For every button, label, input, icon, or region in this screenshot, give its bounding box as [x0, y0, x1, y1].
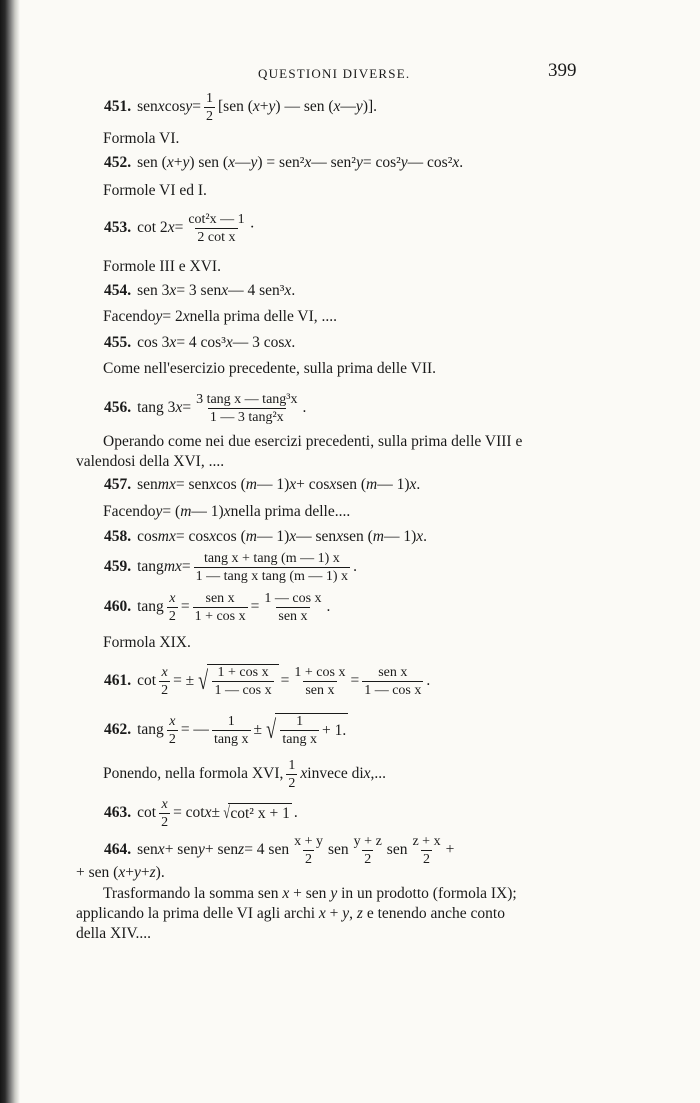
formula-text: sen ( — [137, 154, 167, 171]
formula-text: = 4 cos³ — [176, 334, 226, 351]
formula-text: = 4 sen — [244, 841, 290, 858]
fraction — [280, 714, 319, 747]
numerator: 1 — [296, 714, 304, 729]
note-text: Formola XIX. — [103, 634, 191, 651]
var: y — [268, 98, 276, 115]
denominator: sen x — [305, 682, 335, 698]
formula-text: + sen — [204, 841, 239, 858]
denominator: 1 — cos x — [214, 683, 272, 698]
exercise-460 — [104, 587, 620, 627]
var: x — [409, 476, 417, 493]
var: mx — [163, 558, 182, 575]
numerator: 1 — cos x — [264, 590, 322, 606]
denominator: 1 — tang x tang (m — 1) x — [195, 568, 349, 584]
note-text: invece di — [307, 765, 364, 782]
formula-text: = — [174, 219, 184, 236]
radical-sign: √ — [223, 803, 230, 822]
var: x — [284, 282, 292, 299]
numerator: sen x — [378, 664, 408, 680]
note-text: + sen — [289, 885, 331, 902]
formula-text: · — [249, 219, 255, 236]
formula-text: cos 3 — [137, 334, 170, 351]
numerator: y + z — [353, 833, 382, 849]
var: y — [182, 154, 190, 171]
var: y — [400, 154, 408, 171]
running-title: QUESTIONI DIVERSE. — [258, 66, 411, 81]
exercise-number: 463. — [104, 804, 132, 821]
exercise-number: 453. — [104, 219, 132, 236]
formula-text: — 3 cos — [232, 334, 285, 351]
book-spine-shadow — [0, 0, 20, 1103]
fraction — [167, 714, 178, 747]
note-text: + — [325, 905, 343, 922]
radicand — [207, 664, 278, 698]
var: y — [355, 154, 363, 171]
fraction — [193, 591, 248, 624]
note-text: in un prodotto (formola IX); — [337, 885, 517, 902]
formula-text: + — [125, 864, 134, 881]
denominator: 1 + cos x — [194, 608, 246, 624]
formula-text: = sen — [175, 476, 210, 493]
fraction — [167, 591, 178, 624]
exercise-451 — [104, 92, 620, 122]
formula-text: . — [423, 528, 428, 545]
numerator: 1 + cos x — [294, 664, 346, 680]
note-text: applicando la prima delle VI agli archi — [76, 905, 319, 922]
numerator: 1 — [288, 757, 296, 773]
var: y — [185, 98, 193, 115]
numerator: cot²x — 1 — [188, 211, 245, 227]
var: x — [157, 841, 165, 858]
var: x — [175, 399, 183, 416]
denominator: 1 — cos x — [364, 682, 422, 698]
numerator: 1 — [227, 713, 235, 729]
fraction — [194, 392, 299, 425]
formula-text: = — [181, 558, 191, 575]
denominator: 2 — [161, 682, 169, 698]
formula-text: — — [235, 154, 251, 171]
fraction — [292, 665, 347, 698]
formula-text: . — [426, 672, 431, 689]
var: y — [330, 885, 338, 902]
formula-text: + cos — [296, 476, 330, 493]
formula-text: )]. — [362, 98, 378, 115]
formula-text: cot — [137, 672, 157, 689]
var: mx — [157, 528, 176, 545]
formula-text: = — [192, 98, 201, 115]
formula-text: — 1) — [377, 476, 410, 493]
exercise-number: 455. — [104, 334, 132, 351]
radical-sign: √ — [198, 666, 209, 695]
var: y — [133, 864, 141, 881]
formula-text: ± — [211, 804, 221, 821]
exercise-number: 464. — [104, 841, 132, 858]
numerator: 3 tang x — tang³x — [196, 391, 298, 407]
square-root — [222, 803, 292, 823]
var: x — [223, 503, 231, 520]
fraction — [262, 591, 323, 624]
formula-text: . — [416, 476, 421, 493]
formula-text: — 1) — [256, 528, 290, 545]
var: x — [416, 528, 424, 545]
formula-text: cos ( — [216, 528, 246, 545]
note-text: Trasformando la somma sen — [103, 885, 283, 902]
formula-text: cot — [137, 804, 157, 821]
formula-text: — 1) — [256, 476, 290, 493]
note-452 — [103, 176, 620, 206]
fraction — [159, 665, 170, 698]
exercise-462 — [104, 707, 620, 753]
var: mx — [157, 476, 176, 493]
formula-text: = — [180, 598, 190, 615]
denominator: 2 — [168, 731, 176, 747]
var: x — [363, 765, 371, 782]
note-text: valendosi della XVI, .... — [76, 453, 225, 470]
var: x — [221, 282, 229, 299]
formula-text: . — [293, 804, 298, 821]
exercise-461 — [104, 657, 620, 705]
denominator: 2 — [423, 851, 430, 867]
note-text: della XIV.... — [76, 925, 152, 942]
var: x — [282, 885, 290, 902]
numerator: x — [169, 590, 176, 606]
var: x — [209, 476, 217, 493]
note-text: , — [349, 905, 357, 922]
formula-text: . — [291, 334, 296, 351]
formula-text: sen — [137, 841, 158, 858]
var: x — [209, 528, 217, 545]
formula-text: sen ( — [336, 476, 367, 493]
formula-text: = cos² — [362, 154, 401, 171]
formula-text: sen ( — [343, 528, 373, 545]
note-464 — [76, 884, 606, 944]
var: m — [245, 528, 257, 545]
note-line — [76, 904, 606, 924]
denominator: 2 — [305, 851, 313, 867]
numerator: x — [161, 664, 168, 680]
note-462 — [103, 756, 620, 792]
fraction — [186, 212, 246, 245]
var: x — [289, 528, 297, 545]
formula-text: cos — [164, 98, 186, 115]
square-root — [264, 713, 348, 747]
exercise-number: 459. — [104, 558, 132, 575]
note-text: e tenendo anche conto — [362, 905, 505, 922]
formula-text: cos — [137, 528, 158, 545]
fraction — [159, 797, 170, 830]
numerator: tang x + tang (m — 1) x — [203, 550, 340, 566]
fraction — [286, 758, 297, 791]
formula-text: sen — [328, 841, 349, 858]
formula-text: sen — [386, 841, 408, 858]
note-455 — [103, 354, 620, 384]
note-line — [76, 884, 606, 904]
formula-text: + — [173, 154, 183, 171]
exercise-number: 460. — [104, 598, 132, 615]
formula-text: . — [459, 154, 464, 171]
var: x — [157, 98, 165, 115]
var: x — [204, 804, 212, 821]
fraction — [204, 91, 215, 124]
var: y — [155, 308, 163, 325]
exercise-463 — [104, 794, 620, 832]
exercise-452 — [104, 148, 620, 178]
var: x — [329, 476, 337, 493]
formula-text: + — [259, 98, 269, 115]
formula-text: sen 3 — [137, 282, 170, 299]
numerator: z + x — [412, 833, 441, 849]
exercise-number: 452. — [104, 154, 132, 171]
var: m — [366, 476, 378, 493]
denominator: 2 cot x — [197, 229, 236, 245]
note-460 — [103, 628, 620, 658]
formula-text: ). — [155, 864, 165, 881]
var: x — [225, 334, 233, 351]
var: x — [289, 476, 297, 493]
note-text: Facendo — [103, 503, 156, 520]
page-number: 399 — [548, 60, 577, 81]
radical-sign: √ — [266, 715, 277, 744]
var: m — [245, 476, 257, 493]
note-text: ,... — [370, 765, 387, 782]
denominator: 2 — [161, 814, 169, 830]
var: m — [180, 503, 192, 520]
note-text: Operando come nei due esercizi precedenti, sulla prima delle VIII e — [103, 433, 523, 450]
var: x — [300, 765, 308, 782]
exercise-453 — [104, 208, 620, 248]
numerator: sen x — [205, 590, 235, 606]
formula-text: [sen ( — [218, 98, 253, 115]
var: x — [304, 154, 312, 171]
numerator: 1 — [206, 90, 213, 106]
fraction — [212, 665, 273, 698]
exercise-number: 462. — [104, 721, 132, 738]
denominator: 2 — [168, 608, 176, 624]
var: x — [118, 864, 126, 881]
var: x — [169, 334, 177, 351]
formula-text: sen — [137, 476, 158, 493]
denominator: 2 — [364, 851, 372, 867]
var: x — [252, 98, 260, 115]
denominator: tang x — [213, 731, 249, 747]
var: x — [182, 308, 190, 325]
exercise-number: 461. — [104, 672, 132, 689]
var: y — [342, 905, 350, 922]
var: z — [356, 905, 363, 922]
formula-text: . — [326, 598, 331, 615]
formula-text: + — [445, 841, 455, 858]
formula-text: + — [140, 864, 150, 881]
var: x — [169, 282, 177, 299]
exercise-number: 456. — [104, 399, 132, 416]
formula-text: ) = sen² — [257, 154, 305, 171]
exercise-459 — [104, 547, 620, 587]
numerator: x — [161, 796, 168, 812]
page-header — [0, 60, 700, 88]
var: y — [250, 154, 258, 171]
fraction — [362, 665, 423, 698]
exercise-number: 451. — [104, 98, 132, 115]
var: x — [452, 154, 460, 171]
denominator: 2 — [206, 108, 213, 124]
formula-text: + 1. — [321, 721, 347, 739]
formula-text: tang — [137, 598, 164, 615]
note-456 — [76, 432, 606, 472]
fraction — [194, 551, 350, 584]
formula-text: — sen² — [311, 154, 356, 171]
exercise-number: 458. — [104, 528, 132, 545]
formula-text: cot 2 — [137, 219, 168, 236]
formula-text: — sen — [296, 528, 337, 545]
var: y — [197, 841, 205, 858]
var: x — [318, 905, 326, 922]
note-text: Facendo — [103, 308, 156, 325]
var: x — [336, 528, 344, 545]
denominator: sen x — [278, 608, 308, 624]
formula-text: . — [353, 558, 357, 575]
exercise-457 — [104, 470, 620, 500]
exercise-464-continued — [76, 862, 620, 884]
formula-text: ) sen ( — [189, 154, 229, 171]
note-text: Come nell'esercizio precedente, sulla prima delle VII. — [103, 360, 437, 377]
formula-text: + sen — [164, 841, 198, 858]
formula-text: cos ( — [216, 476, 246, 493]
note-text: Ponendo, nella formola XVI, — [103, 765, 284, 782]
var: x — [333, 98, 341, 115]
var: y — [155, 503, 163, 520]
numerator: x + y — [294, 833, 323, 849]
var: x — [166, 154, 174, 171]
denominator: 2 — [288, 775, 296, 791]
var: m — [372, 528, 384, 545]
formula-text: ± — [253, 721, 263, 738]
denominator: tang x — [282, 732, 317, 747]
formula-text: tang — [137, 721, 164, 738]
formula-text: = — — [180, 721, 209, 738]
radicand: cot² x + 1 — [230, 804, 290, 822]
note-text: Formola VI. — [103, 130, 180, 147]
formula-text: = cot — [173, 804, 205, 821]
note-text: = 2 — [162, 308, 183, 325]
formula-text: . — [302, 399, 307, 416]
var: z — [238, 841, 245, 858]
exercise-number: 457. — [104, 476, 132, 493]
var: x — [167, 219, 175, 236]
formula-text: + sen ( — [76, 864, 119, 881]
numerator: 1 + cos x — [217, 665, 269, 680]
formula-text: tang — [137, 558, 164, 575]
var: z — [149, 864, 156, 881]
formula-text: = — [280, 672, 290, 689]
formula-text: = 3 sen — [176, 282, 222, 299]
square-root — [196, 664, 278, 698]
formula-text: — — [340, 98, 356, 115]
exercise-456 — [104, 388, 620, 428]
var: x — [284, 334, 292, 351]
formula-text: tang 3 — [137, 399, 176, 416]
formula-text: — cos² — [407, 154, 453, 171]
radicand — [275, 713, 348, 747]
note-text: — 1) — [191, 503, 224, 520]
note-text: Formole VI ed I. — [103, 182, 207, 199]
formula-text: = — [250, 598, 260, 615]
note-text: Formole III e XVI. — [103, 258, 221, 275]
exercise-number: 454. — [104, 282, 132, 299]
formula-text: = ± — [173, 672, 195, 689]
formula-text: — 4 sen³ — [228, 282, 285, 299]
formula-text: . — [291, 282, 296, 299]
note-text: nella prima delle VI, .... — [189, 308, 338, 325]
formula-text: = — [350, 672, 360, 689]
note-text: nella prima delle.... — [230, 503, 351, 520]
note-text: = ( — [162, 503, 181, 520]
denominator: 1 — 3 tang²x — [209, 409, 284, 425]
var: y — [355, 98, 363, 115]
fraction — [212, 714, 251, 747]
formula-text: ) — sen ( — [275, 98, 334, 115]
formula-text: = — [182, 399, 192, 416]
numerator: x — [169, 713, 176, 729]
formula-text: = cos — [175, 528, 210, 545]
var: x — [228, 154, 235, 171]
formula-text: — 1) — [383, 528, 417, 545]
formula-text: sen — [137, 98, 158, 115]
